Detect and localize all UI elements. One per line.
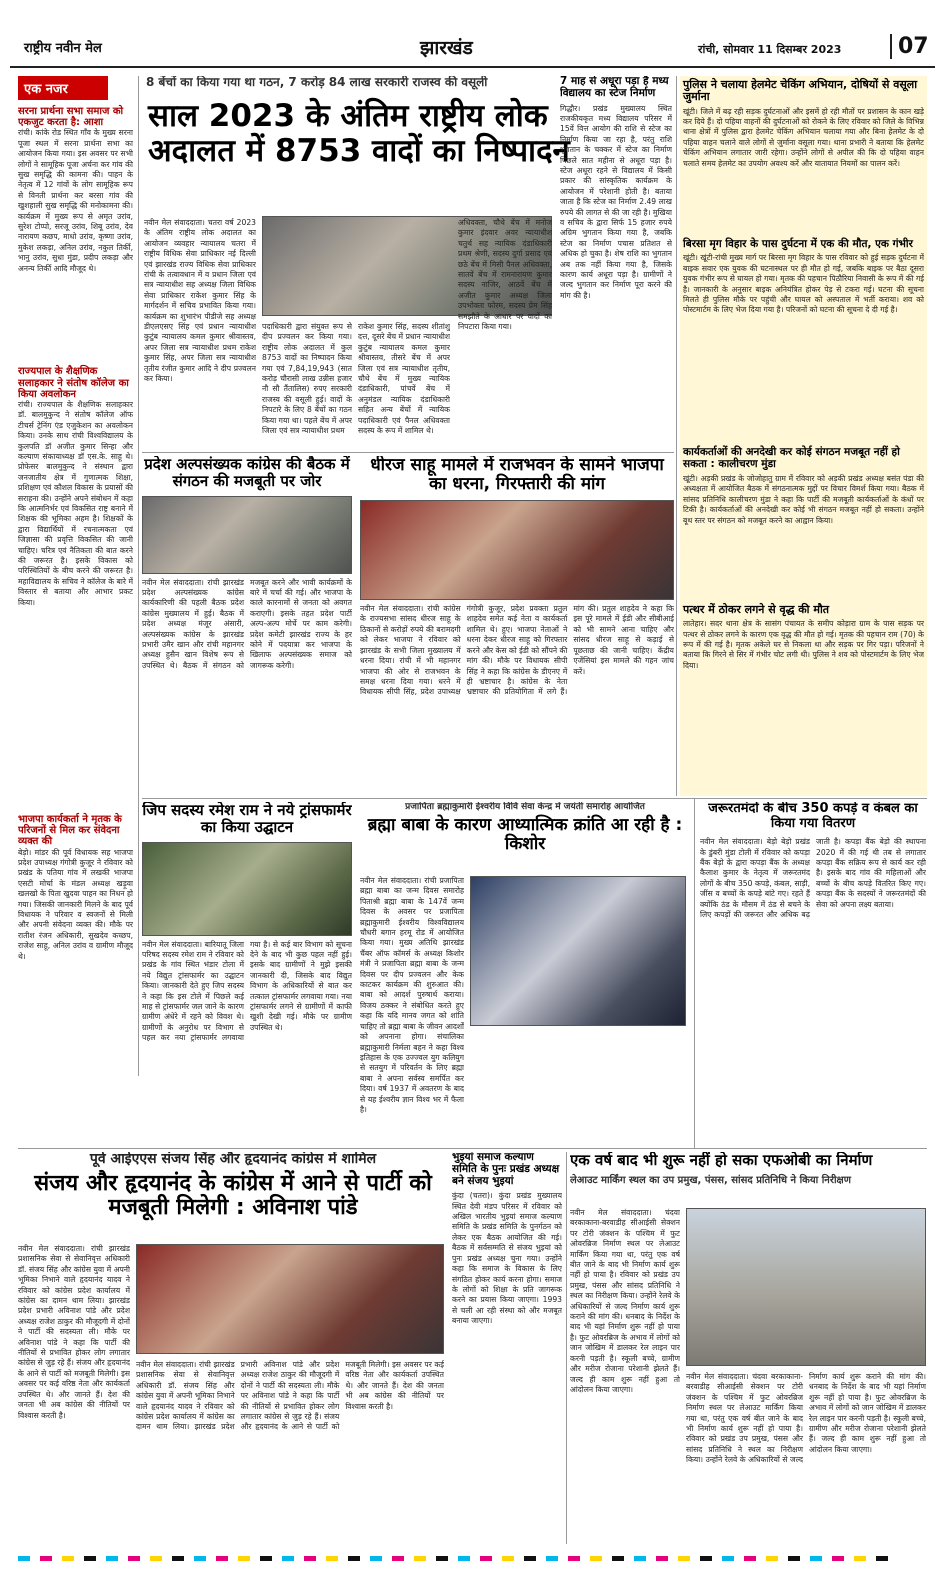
magenta-swatch <box>40 1556 52 1561</box>
fob-text-col-2: नवीन मेल संवाददाता। चंदवा बरकाकाना-बरवाडीह सीआईसी सेक्शन पर टोरी जंक्शन के पश्चिम में फुट ओवरब्रिज निर्माण स्थल पर लेआउट मार्किंग किया गया था, परंतु एक वर्ष बीत जाने के बाद भी निर्माण कार्य शुरू नहीं हो पाया है। रविवार को प्रखंड उप प्रमुख, पंसस और सांसद प्रतिनिधि ने स्थल का निरीक्षण किया। उन्होंने रेलवे के अधिकारियों से जल्द निर्माण कार्य शुरू कराने की मांग की। धनबाद के निर्देश के बाद भी यहां निर्माण शुरू नहीं हो पाया है। फुट ओवरब्रिज के अभाव में लोगों को जान जोखिम में डालकर रेल लाइन पार करनी पड़ती है। स्कूली बच्चे, ग्रामीण और मरीज रोजाना परेशानी झेलते हैं। जल्द ही काम शुरू नहीं हुआ तो आंदोलन किया जाएगा। <box>686 1372 926 1465</box>
brahma-headline: ब्रह्मा बाबा के कारण आध्यात्मिक क्रांति आ रही है : किशोर <box>367 815 683 855</box>
workers-headline: कार्यकर्ताओं की अनदेखी कर कोई संगठन मजबूत नहीं हो सकता : कालीचरण मुंडा <box>683 446 900 471</box>
fob-text-col-1: नवीन मेल संवाददाता। चंदवा बरकाकाना-बरवाडीह सीआईसी सेक्शन पर टोरी जंक्शन के पश्चिम में फुट ओवरब्रिज निर्माण स्थल पर लेआउट मार्किंग किया गया था, परंतु एक वर्ष बीत जाने के बाद भी निर्माण कार्य शुरू नहीं हो पाया है। रविवार को प्रखंड उप प्रमुख, पंसस और सांसद प्रतिनिधि ने स्थल का निरीक्षण किया। उन्होंने रेलवे के अधिकारियों से जल्द निर्माण कार्य शुरू कराने की मांग की। धनबाद के निर्देश के बाद भी यहां निर्माण शुरू नहीं हो पाया है। फुट ओवरब्रिज के अभाव में लोगों को जान जोखिम में डालकर रेल लाइन पार करनी पड़ती है। स्कूली बच्चे, ग्रामीण और मरीज रोजाना परेशानी झेलते हैं। जल्द ही काम शुरू नहीं हुआ तो आंदोलन किया जाएगा। <box>570 1208 680 1394</box>
school-story <box>560 76 672 448</box>
dheeraj-headline: धीरज साहू मामले में राजभवन के सामने भाजपा का धरना, गिरफ्तारी की मांग <box>370 456 664 495</box>
black-swatch <box>84 1556 96 1561</box>
lok-adalat-col-1: नवीन मेल संवाददाता। चतरा वर्ष 2023 के अंतिम राष्ट्रीय लोक अदालत का आयोजन व्यवहार न्यायालय चतरा में राष्ट्रीय विधिक सेवा प्राधिकार नई दिल्ली एवं झारखंड राज्य विधिक सेवा प्राधिकार रांची के तत्वावधान में व प्रधान जिला एवं सत्र न्यायाधीश सह अध्यक्ष जिला विधिक सेवा प्राधिकार राकेश कुमार सिंह के मार्गदर्शन में सचिव प्रभावित किया गया। कार्यक्रम का शुभारंभ पीडीजे सह अध्यक्ष डीएलएसए सिंह एवं प्रधान न्यायाधीश कुटुंब न्यायालय कमल कुमार श्रीवास्तव, अपर जिला सत्र न्यायाधीश प्रथम राकेश कुमार सिंह, अपर जिला सत्र न्यायाधीश तृतीय रंजीत कुमार आदि ने दीप प्रज्वलन कर किया। <box>144 218 256 384</box>
brief-2-text: रांची। राज्यपाल के शैक्षणिक सलाहकार डॉ. बालमुकुन्द ने संतोष कॉलेज ऑफ टीचर्स ट्रेनिंग एंड एजुकेशन का अवलोकन किया। उनके साथ रांची विश्वविद्यालय के कुलपति डॉ अजीत कुमार सिन्हा और कल्याण संकायाध्यक्ष डॉ एस.के. साहू थे। प्रोफेसर बालमुकुन्द ने संस्थान द्वारा जनजातीय क्षेत्र में गुणात्मक शिक्षा, प्रशिक्षण एवं कौशल विकास के प्रयासों की सराहना की। उन्होंने अपने संबोधन में कहा कि आत्मनिर्भर एवं विकसित राष्ट्र बनाने में शिक्षक की भूमिका अहम है। शिक्षकों के द्वारा विद्यार्थियों में रचनात्मकता एवं जिज्ञासा की प्रवृत्ति विकसित की जानी चाहिए। चरित्र एवं नैतिकता की बात करने की जरूरत है। इसके विकास को परिस्थितियों के बीच करने की जरूरत है। महाविद्यालय के सचिव ने कॉलेज के बारे में विस्तार से बताया और आभार प्रकट किया। <box>18 399 133 607</box>
bhuiya-text: कुंदा (चतरा)। कुंदा प्रखंड मुख्यालय स्थित देवी मंडप परिसर में रविवार को अखिल भारतीय भुइयां समाज कल्याण समिति के प्रखंड समिति के पुनर्गठन को लेकर एक बैठक आयोजित की गई। बैठक में सर्वसम्मति से संजय भुइयां को पुनः प्रखंड अध्यक्ष चुना गया। उन्होंने कहा कि समाज के विकास के लिए संगठित होकर कार्य करना होगा। समाज के लोगों को शिक्षा के प्रति जागरूक करने का प्रयास किया जाएगा। 1993 से चली आ रही संस्था को और मजबूत बनाया जाएगा। <box>452 1191 562 1326</box>
sanjay-text-col-1: नवीन मेल संवाददाता। रांची झारखंड प्रशासनिक सेवा से सेवानिवृत्त अधिकारी डॉ. संजय सिंह और कांग्रेस युवा में अपनी भूमिका निभाने वाले हृदयानंद यादव ने रविवार को कांग्रेस प्रदेश कार्यालय में कांग्रेस का दामन थाम लिया। झारखंड प्रदेश प्रभारी अविनाश पांडे और प्रदेश अध्यक्ष राजेश ठाकुर की मौजूदगी में दोनों ने पार्टी की सदस्यता ली। मौके पर अविनाश पांडे ने कहा कि पार्टी की नीतियों से प्रभावित होकर लोग लगातार कांग्रेस से जुड़ रहे हैं। संजय और हृदयानंद के आने से पार्टी को मजबूती मिलेगी। इस अवसर पर कई वरिष्ठ नेता और कार्यकर्ता उपस्थित थे। और जानते हैं। देश की जनता भी अब कांग्रेस की नीतियों पर विश्वास करती है। <box>18 1244 130 1420</box>
brief-1-text: रांची। कांके रोड स्थित गाँव के मुख्य सरना पूजा स्थल में सरना प्रार्थना सभा का आयोजन किया गया। इस अवसर पर सभी लोगों ने सामूहिक पूजा अर्चना कर गांव की सुख समृद्धि की कामना की। पाहन के नेतृत्व में 12 गांवों के लोग सामूहिक रूप से विनती प्रार्थना कर बरसा गांव की खुशहाली सुख समृद्धि की मनोकामना की। कार्यक्रम में मुख्य रूप से अमृत उरांव, सुरेश टोप्पो, सरजू उरांव, शिबू उरांव, देव नारायण कछप, माधो उरांव, कृष्णा उरांव, मुकेश लकड़ा, अनिल उरांव, नकुल तिर्की, भानु उरांव, सुधा मुंडा, प्रदीप लकड़ा और अनन्य तिर्की आदि मौजूद थे। <box>18 128 133 273</box>
brief-1-title: सरना प्रार्थना सभा समाज को एकजुट करता है: आशा <box>18 106 124 129</box>
lok-adalat-col-3: राकेश कुमार सिंह, सदस्य शीतांशु दत्त, दूसरे बेंच में प्रधान न्यायाधीश कुटुंब न्यायालय कमल कुमार श्रीवास्तव, तीसरे बेंच में अपर जिला एवं सत्र न्यायाधीश तृतीय, चौथे बेंच में मुख्य न्यायिक दंडाधिकारी, पांचवें बेंच में अनुमंडल न्यायिक दंडाधिकारी सहित अन्य बेंचों में न्यायिक पदाधिकारी एवं पैनल अधिवक्ता सदस्य के रूप में शामिल थे। <box>358 322 450 436</box>
minority-photo <box>142 496 352 574</box>
school-text: गिद्धौर। प्रखंड मुख्यालय स्थित राजकीयकृत मध्य विद्यालय परिसर में 15वें वित्त आयोग की राशि से स्टेज का निर्माण किया जा रहा है, परंतु राशि भुगतान के चक्कर में स्टेज का निर्माण पिछले सात महीना से अधूरा पड़ा है। स्टेज अधूरा रहने से विद्यालय में किसी प्रकार की सांस्कृतिक कार्यक्रम के आयोजन में परेशानी होती है। बताया जाता है कि स्टेज का निर्माण 2.49 लाख रुपये की लागत से की जा रही है। मुखिया व सचिव के द्वारा सिर्फ 15 हजार रुपये अग्रिम भुगतान किया गया है, जबकि स्टेज का निर्माण पचास प्रतिशत से अधिक हो चुका है। शेष राशि का भुगतान अब तक नहीं किया गया है, जिसके कारण कार्य अधूरा पड़ा है। ग्रामीणों ने जल्द भुगतान कर निर्माण पूरा करने की मांग की है। <box>560 103 672 300</box>
sanjay-text-col-2: नवीन मेल संवाददाता। रांची झारखंड प्रशासनिक सेवा से सेवानिवृत्त अधिकारी डॉ. संजय सिंह और कांग्रेस युवा में अपनी भूमिका निभाने वाले हृदयानंद यादव ने रविवार को कांग्रेस प्रदेश कार्यालय में कांग्रेस का दामन थाम लिया। झारखंड प्रदेश प्रभारी अविनाश पांडे और प्रदेश अध्यक्ष राजेश ठाकुर की मौजूदगी में दोनों ने पार्टी की सदस्यता ली। मौके पर अविनाश पांडे ने कहा कि पार्टी की नीतियों से प्रभावित होकर लोग लगातार कांग्रेस से जुड़ रहे हैं। संजय और हृदयानंद के आने से पार्टी को मजबूती मिलेगी। इस अवसर पर कई वरिष्ठ नेता और कार्यकर्ता उपस्थित थे। और जानते हैं। देश की जनता भी अब कांग्रेस की नीतियों पर विश्वास करती है। <box>136 1360 444 1432</box>
brahma-story <box>360 802 690 1142</box>
dheeraj-story <box>360 456 674 796</box>
dheeraj-text: नवीन मेल संवाददाता। रांची कांग्रेस के राज्यसभा सांसद धीरज साहू के ठिकानों से करोड़ों रुपये की बरामदगी को लेकर भाजपा ने रविवार को झारखंड के सभी जिला मुख्यालय में धरना दिया। रांची में भी महानगर भाजपा की ओर से राजभवन के समक्ष धरना दिया गया। धरने में विधायक सीपी सिंह, प्रदेश उपाध्यक्ष गंगोत्री कुजूर, प्रदेश प्रवक्ता प्रतुल शाहदेव समेत कई नेता व कार्यकर्ता शामिल थे। हुए। भाजपा नेताओं ने धरना देकर धीरज साहू को गिरफ्तार करने और केस को ईडी को सौंपने की मांग की। मौके पर विधायक सीपी सिंह ने कहा कि कांग्रेस के डीएनए में ही भ्रष्टाचार है। कांग्रेस के नेता भ्रष्टाचार की प्रतियोगिता में लगे हैं। मांग की। प्रतुल शाहदेव ने कहा कि इस पूरे मामले में ईडी और सीबीआई को भी सामने आना चाहिए और सांसद धीरज साहू से कड़ाई से पूछताछ की जानी चाहिए। केंद्रीय एजेंसियां इस मामले की गहन जांच करें। <box>360 604 674 697</box>
blanket-text: नवीन मेल संवाददाता। बेड़ो बेड़ो प्रखंड के डुंबरी मुंडा टोली में रविवार को कपड़ा बैंक बेड़ो के द्वारा कपड़ा बैंक के अध्यक्ष कैलाश कुमार के नेतृत्व में जरूरतमंद लोगों के बीच 350 कपड़े, कंबल, साड़ी, जींस व बच्चों के कपड़े बांटे गए। रहते हैं क्योंकि ठंड के मौसम में ठंड से बचने के लिए कपड़ों की जरूरत और अधिक बढ़ जाती है। कपड़ा बैंक बेड़ो की स्थापना 2020 में की गई थी तब से लगातार कपड़ा बैंक सक्रिय रूप से कार्य कर रही है। इसके बाद गांव की महिलाओं और बच्चों के बीच कपड़े वितरित किए गए। कपड़ा बैंक के सदस्यों ने जरूरतमंदों की सेवा को अपना लक्ष्य बताया। <box>700 837 926 919</box>
bhuiya-headline: भुइयां समाज कल्याण समिति के पुनः प्रखंड अध्यक्ष बने संजय भुइयां <box>452 1152 560 1187</box>
brahma-photo <box>470 876 686 1026</box>
masthead <box>10 28 935 68</box>
transformer-text: नवीन मेल संवाददाता। बारियातू जिला परिषद सदस्य रमेश राम ने रविवार को प्रखंड के गांव स्थित भंडार टोला में नये विद्युत ट्रांसफार्मर का उद्घाटन किया। जानकारी देते हुए जिप सदस्य ने कहा कि इस टोले में पिछले कई माह से ट्रांसफार्मर जल जाने के कारण ग्रामीण अंधेरे में रहने को विवश थे। ग्रामीणों के अनुरोध पर विभाग से पहल कर नया ट्रांसफार्मर लगवाया गया है। से कई बार विभाग को सूचना देने के बाद भी कुछ पहल नहीं हुई। इसके बाद ग्रामीणों ने मुझे इसकी जानकारी दी, जिसके बाद विद्युत विभाग के अधिकारियों से बात कर तत्काल ट्रांसफार्मर लगवाया गया। नया ट्रांसफार्मर लगने से ग्रामीणों में काफी खुशी देखी गई। मौके पर ग्रामीण उपस्थित थे। <box>142 939 352 1043</box>
stone-headline: पत्थर में ठोकर लगने से वृद्ध की मौत <box>683 602 830 616</box>
sanjay-photo <box>136 1244 444 1354</box>
lok-adalat-kicker: 8 बेंचों का किया गया था गठन, 7 करोड़ 84 लाख सरकारी राजस्व की वसूली <box>146 76 488 89</box>
transformer-story <box>142 802 352 1142</box>
school-headline: 7 माह से अधूरा पड़ा है मध्य विद्यालय का स्टेज निर्माण <box>560 76 669 99</box>
brief-2-title: राज्यपाल के शैक्षणिक सलाहकार ने संतोष कॉलेज का किया अवलोकन <box>18 366 129 400</box>
brief-3-text: बेड़ो। मांडर की पूर्व विधायक सह भाजपा प्रदेश उपाध्यक्ष गंगोत्री कुजूर ने रविवार को प्रखंड के पतिया गांव में लखकी भाजपा एसटी मोर्चा के मंडल अध्यक्ष खड़ूवा खलखो के पिता खुदवा पाहन का निधन हो गया। जिसकी जानकारी मिलने के बाद पूर्व विधायक ने परिवार व स्वजनों से मिली और अपनी संवेदना व्यक्त की। मौके पर रातीश रंजन अधिकारी, सुखदेव कच्छप, राजेश साहू, अनिल उरांव व ग्रामीण मौजूद थे। <box>18 847 133 961</box>
minority-text: नवीन मेल संवाददाता। रांची झारखंड प्रदेश अल्पसंख्यक कांग्रेस कार्यकारिणी की पहली बैठक प्रदेश कांग्रेस मुख्यालय में हुई। बैठक में प्रदेश अध्यक्ष मंजूर अंसारी, अल्पसंख्यक कांग्रेस के झारखंड प्रभारी उमैर खान और रांची महानगर अध्यक्ष हुसैन खान विशेष रूप से उपस्थित थे। बैठक में संगठन को मजबूत करने और भावी कार्यक्रमों के बारे में चर्चा की गई। और भाजपा के काले कारनामों से जनता को अवगत कराएगी। इसके तहत प्रदेश पार्टी अल्प-अल्प मोर्चे पर काम करेगी। प्रदेश कमेटी झारखंड राज्य के हर कोने में पदयात्रा कर भाजपा के खिलाफ अल्पसंख्यक समाज को जागरूक करेगी। <box>142 577 352 670</box>
transformer-photo <box>142 842 352 936</box>
lok-adalat-headline: साल 2023 के अंतिम राष्ट्रीय लोक अदालत में 8753 वादों का निष्पादन <box>148 98 570 170</box>
lok-adalat-col-2: पदाधिकारी द्वारा संयुक्त रूप से दीप प्रज्वलन कर किया गया। राष्ट्रीय लोक अदालत में कुल 8753 वादों का निष्पादन किया गया एवं 7,84,19,943 (सात करोड़ चौरासी लाख उन्नीस हजार नौ सौ तैंतालिस) रुपए सरकारी राजस्व की वसूली हुई। वादों के निपटारे के लिए 8 बेंचों का गठन किया गया था। पहले बेंच में अपर जिला एवं सत्र न्यायाधीश प्रथम <box>262 322 352 436</box>
stone-text: लातेहार। सदर थाना क्षेत्र के सासंग पंचायत के समीप कोड़ारा ग्राम के पास सड़क पर पत्थर से ठोकर लगने के कारण एक वृद्ध की मौत हो गई। मृतक की पहचान राम (70) के रूप में की गई है। मृतक अकेले घर से निकला था और सड़क पर गिर पड़ा। परिजनों ने बताया कि गिरने से सिर में गंभीर चोट लगी थी। पुलिस ने शव को पोस्टमार्टम के लिए भेज दिया। <box>683 619 924 670</box>
section-title: झारखंड <box>420 37 473 59</box>
brahma-text: नवीन मेल संवाददाता। रांची प्रजापिता ब्रह्मा बाबा का जन्म दिवस समारोह पिताश्री ब्रह्मा बाबा के 147वें जन्म दिवस के अवसर पर प्रजापिता ब्रह्माकुमारी ईश्वरीय विश्वविद्यालय चौधरी बगान हरमू रोड में आयोजित किया गया। मुख्य अतिथि झारखंड चैंबर ऑफ कॉमर्स के अध्यक्ष किशोर मंत्री ने प्रजापिता ब्रह्मा बाबा के जन्म दिवस पर दीप प्रज्वलन और केक काटकर कार्यक्रम की शुरुआत की। बाबा को आदर्श पुरुषार्थ कराया। विजय ठक्कर ने संबोधित करते हुए कहा कि यदि मानव जगत को शांति चाहिए तो ब्रह्मा बाबा के जीवन आदर्शों को अपनाना होगा। संचालिका ब्रह्माकुमारी निर्मला बहन ने कहा विश्व इतिहास के एक उज्ज्वल युग कलियुग से सतयुग में परिवर्तन के लिए ब्रह्मा बाबा ने अपना सर्वस्व समर्पित कर दिया। वर्ष 1937 में अवतरण के बाद से यह ईश्वरीय ज्ञान विश्व भर में फैला है। <box>360 876 464 1114</box>
helmet-text: खूंटी। जिले में बढ़ रही सड़क दुर्घटनाओं और इसमें हो रही मौतों पर प्रशासन के कान खड़े कर दिये हैं। दो पहिया वाहनों की दुर्घटनाओं को रोकने के लिए रविवार को जिले के विभिन्न थाना क्षेत्रों में पुलिस द्वारा हेलमेट चेकिंग अभियान चलाया गया और बिना हेलमेट के दो पहिया वाहन चलाने वाले लोगों से जुर्माना वसूला गया। थाना प्रभारी ने बताया कि हेलमेट चेकिंग अभियान लगातार जारी रहेगा। उन्होंने लोगों से अपील की कि दो पहिया वाहन चलाते समय हेलमेट का उपयोग अवश्य करें और यातायात नियमों का पालन करें। <box>683 106 924 168</box>
newspaper-logo: राष्ट्रीय नवीन मेल <box>24 41 102 56</box>
minority-headline: प्रदेश अल्पसंख्यक कांग्रेस की बैठक में संगठन की मजबूती पर जोर <box>144 456 350 490</box>
workers-text: खूंटी। अड़की प्रखंड के जोजोहातु ग्राम में रविवार को अड़की प्रखंड अध्यक्ष बसंत पंडा की अध्यक्षता में आयोजित बैठक में संगठनात्मक मुद्दों पर विचार विमर्श किया गया। बैठक में सांसद प्रतिनिधि कालीचरण मुंडा ने कहा कि पार्टी की मजबूती कार्यकर्ताओं के कंधों पर टिकी है। कार्यकर्ताओं की अनदेखी कर कोई भी संगठन मजबूत नहीं हो सकता। उन्होंने बूथ स्तर पर संगठन को मजबूत करने का आह्वान किया। <box>683 473 924 525</box>
issue-date: रांची, सोमवार 11 दिसम्बर 2023 <box>698 43 842 56</box>
ek-nazar-label: एक नजर <box>18 76 108 100</box>
fob-subhead: लेआउट मार्किंग स्थल का उप प्रमुख, पंसस, सांसद प्रतिनिधि ने किया निरीक्षण <box>570 1174 851 1186</box>
accident-text: खूंटी। खूंटी-रांची मुख्य मार्ग पर बिरसा मृग विहार के पास रविवार को हुई सड़क दुर्घटना में बाइक सवार एक युवक की घटनास्थल पर ही मौत हो गई, जबकि बाइक पर बैठा दूसरा युवक गंभीर रूप से घायल हो गया। मृतक की पहचान पिठौरिया निवासी के रूप में की गई है। जानकारी के अनुसार बाइक अनियंत्रित होकर पेड़ से टकरा गई। घटना की सूचना मिलते ही पुलिस मौके पर पहुंची और घायल को अस्पताल में भर्ती कराया। शव को पोस्टमार्टम के लिए भेज दिया गया है। परिजनों को घटना की सूचना दे दी गई है। <box>683 253 924 315</box>
brahma-kicker: प्रजापिता ब्रह्माकुमारी ईश्वरीय विवि सेवा केन्द्र में जयंती समारोह आयोजित <box>405 802 645 812</box>
lok-adalat-col-4: अधिवक्ता, चौथे बेंच में मनोज कुमार इंदवार अवर न्यायाधीश चतुर्थ सह न्यायिक दंडाधिकारी प्रथम श्रेणी, सदस्य दुर्गा प्रसाद एवं छठे बेंच में मिसी पैनल अधिवक्ता, सातवें बेंच में रामनारायण कुमार सदस्य नाजिर, आठवें बेंच में अजीत कुमार अध्यक्ष जिला उपभोक्ता फोरम, सदस्य प्रेम सिंह समझौते के आधार पर वादों का निपटारा किया गया। <box>458 218 552 332</box>
bhuiya-story <box>452 1152 562 1544</box>
transformer-headline: जिप सदस्य रमेश राम ने नये ट्रांसफार्मर का किया उद्घाटन <box>142 802 352 836</box>
fob-headline: एक वर्ष बाद भी शुरू नहीं हो सका एफओबी का निर्माण <box>570 1152 873 1169</box>
fob-photo <box>686 1208 926 1366</box>
sanjay-kicker: पूर्व आईएएस संजय सिंह और हृदयानंद कांग्रेस में शामिल <box>89 1152 377 1167</box>
accident-headline: बिरसा मृग विहार के पास दुर्घटना में एक की मौत, एक गंभीर <box>683 237 913 250</box>
sanjay-story <box>18 1152 448 1544</box>
blanket-headline: जरूरतमंदों के बीच 350 कपड़े व कंबल का किया गया वितरण <box>708 802 918 831</box>
left-column <box>18 76 133 1076</box>
yellow-swatch <box>62 1556 74 1561</box>
print-registration-bar <box>18 1551 928 1561</box>
blanket-story <box>700 802 926 1142</box>
brief-3-title: भाजपा कार्यकर्ता ने मृतक के परिजनों से मिल कर संवेदना व्यक्त की <box>18 813 122 848</box>
minority-congress-story <box>142 456 352 796</box>
helmet-headline: पुलिस ने चलाया हेलमेट चेकिंग अभियान, दोषियों से वसूला जुर्माना <box>683 78 918 104</box>
fob-story <box>570 1152 927 1544</box>
right-column <box>680 76 927 796</box>
page-number: 07 <box>890 34 929 59</box>
sanjay-headline: संजय और हृदयानंद के कांग्रेस में आने से पार्टी को मजबूती मिलेगी : अविनाश पांडे <box>34 1170 432 1221</box>
dheeraj-photo <box>360 500 674 600</box>
cyan-swatch <box>18 1556 30 1561</box>
